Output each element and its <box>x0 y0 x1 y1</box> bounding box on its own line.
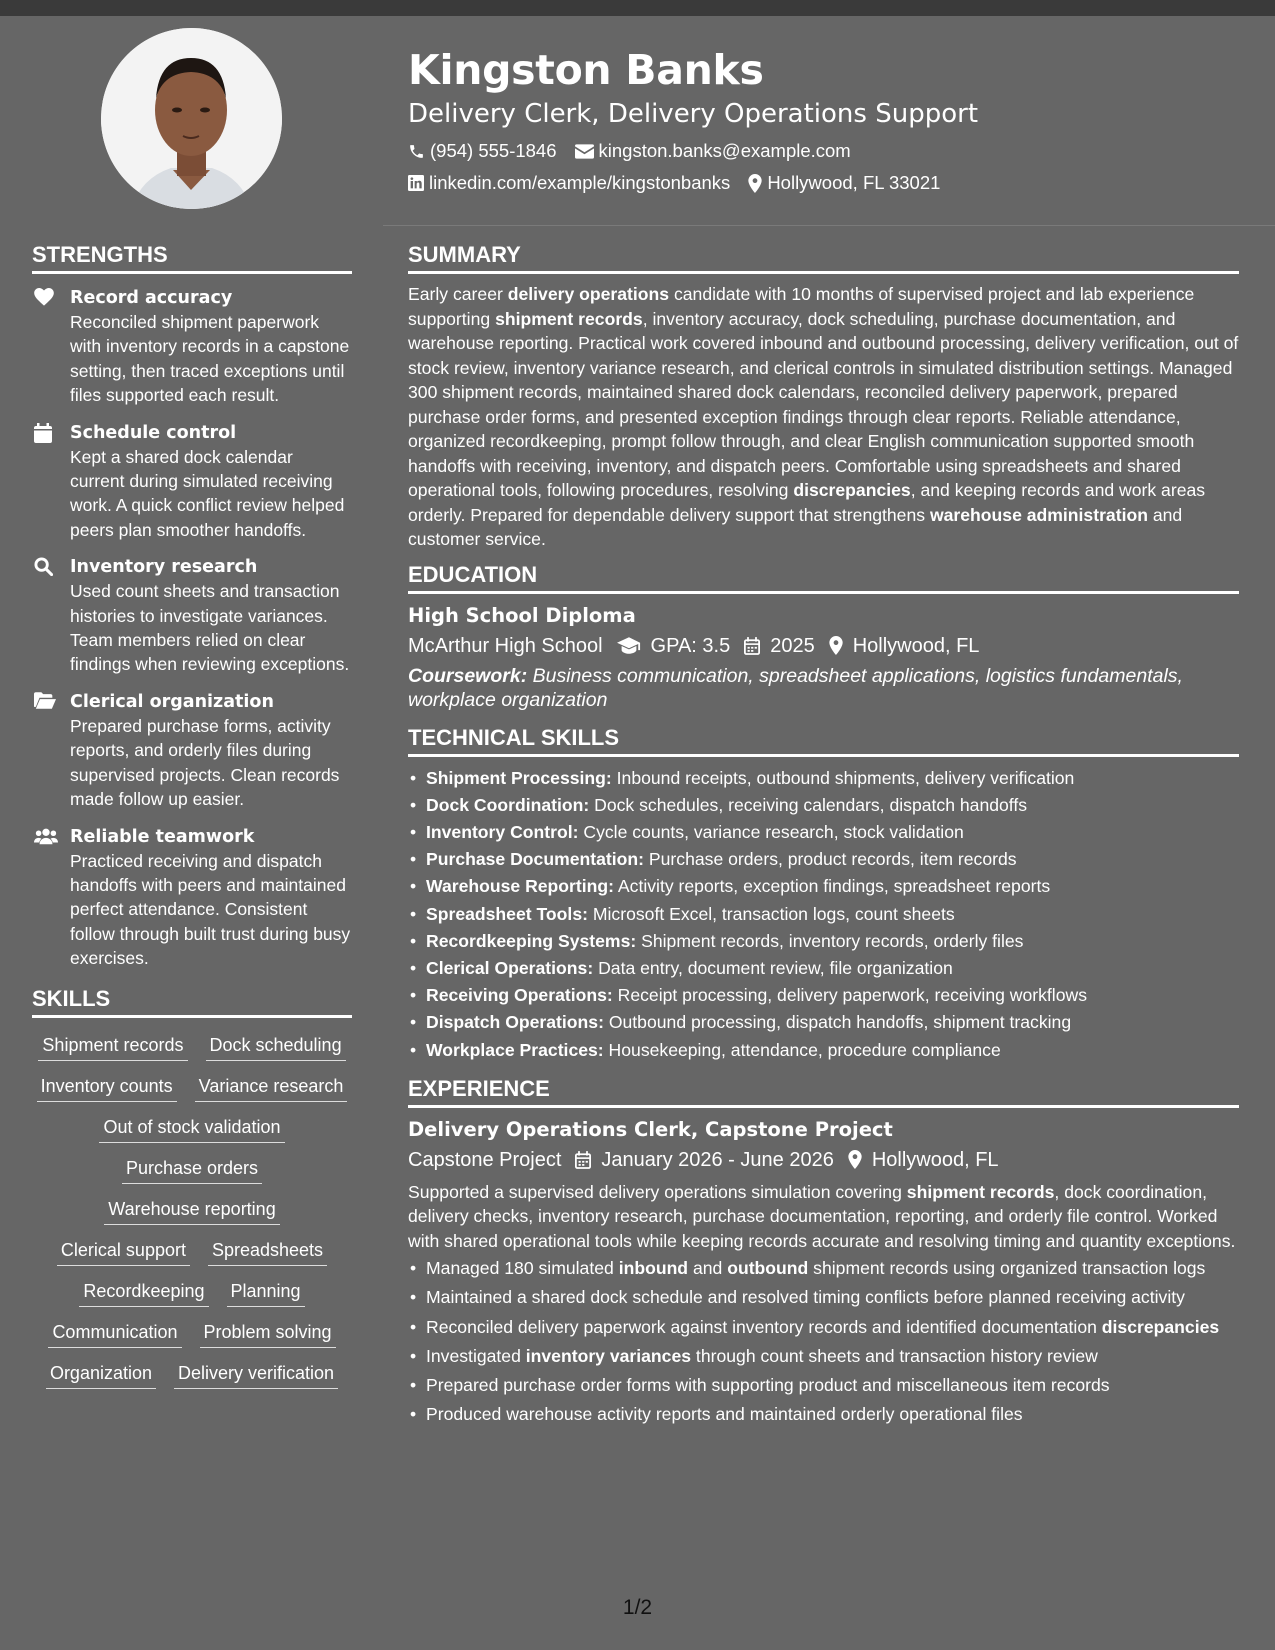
list-item: • Purchase Documentation: Purchase orders, product records, item records <box>408 846 1239 873</box>
skill-tag: Shipment records <box>38 1030 187 1061</box>
list-item: • Dispatch Operations: Outbound processing, dispatch handoffs, shipment tracking <box>408 1009 1239 1036</box>
summary-keyword: shipment records <box>495 308 643 329</box>
experience-heading: EXPERIENCE <box>408 1074 1239 1108</box>
heart-icon <box>34 288 54 306</box>
summary-segment: Early career <box>408 284 508 304</box>
phone-icon <box>408 143 425 160</box>
strength-item <box>32 286 352 408</box>
strength-name: Schedule control <box>70 422 237 443</box>
resume-header <box>408 44 1248 195</box>
technical-skills-list <box>408 765 1239 1064</box>
strength-item <box>32 421 352 543</box>
skill-tag: Purchase orders <box>122 1153 262 1184</box>
coursework-list: Business communication, spreadsheet applications, logistics fundamentals, workplace organization <box>408 664 1183 711</box>
list-item: • Receiving Operations: Receipt processing, delivery paperwork, receiving workflows <box>408 982 1239 1009</box>
coursework-label: Coursework: <box>408 664 528 687</box>
profile-photo <box>101 28 282 209</box>
calendar-icon <box>744 637 760 655</box>
right-column <box>408 240 1239 1430</box>
skill-tag: Communication <box>48 1317 181 1348</box>
strength-name: Clerical organization <box>70 691 274 712</box>
strength-name: Record accuracy <box>70 288 233 308</box>
strength-item <box>32 690 352 812</box>
users-icon <box>34 827 58 845</box>
skill-tag: Variance research <box>195 1071 348 1102</box>
school-name: McArthur High School <box>408 634 603 657</box>
candidate-name: Kingston Banks <box>408 46 764 94</box>
skill-tag: Delivery verification <box>174 1358 338 1389</box>
job-location: Hollywood, FL <box>871 1148 999 1171</box>
strength-desc: Used count sheets and transaction histories to investigate variances. Team members relied on clear findings when reviewing exceptions. <box>70 581 350 675</box>
strength-item <box>32 555 352 677</box>
skill-tag: Recordkeeping <box>79 1276 208 1307</box>
list-item: • Investigated inventory variances through count sheets and transaction history review <box>408 1343 1239 1370</box>
skill-tag: Clerical support <box>57 1235 190 1266</box>
strength-desc: Practiced receiving and dispatch handoffs with peers and maintained perfect attendance. Consistent follow through built trust during busy exercises. <box>70 850 351 969</box>
strengths-heading: STRENGTHS <box>32 240 352 274</box>
summary-keyword: discrepancies <box>793 480 911 500</box>
list-item: • Clerical Operations: Data entry, document review, file organization <box>408 955 1239 982</box>
envelope-icon <box>575 144 594 159</box>
summary-segment: , inventory accuracy, dock scheduling, purchase documentation, and warehouse reporting. Practical work covered inbound and outbound processing, delivery verification, out of stock review, inventory variance research, and clerical controls in simulated distribution settings. Managed 300 shipment records, maintained shared dock calendars, reconciled delivery paperwork, prepared purchase order forms, and presented exception findings through clear reports. Reliable attendance, organized recordkeeping, prompt follow through, and clear English communication supported smooth handoffs with receiving, inventory, and dispatch peers. Comfortable using spreadsheets and shared operational tools, following procedures, resolving <box>408 308 1239 500</box>
strength-desc: Reconciled shipment paperwork with inventory records in a capstone setting, then traced exceptions until files supported each result. <box>70 312 350 406</box>
contact-row-2 <box>408 171 1248 195</box>
education-heading: EDUCATION <box>408 560 1239 594</box>
education-meta <box>408 630 1239 662</box>
summary-segment: and customer service. <box>408 504 1183 549</box>
list-item: • Workplace Practices: Housekeeping, attendance, procedure compliance <box>408 1037 1239 1064</box>
strength-desc: Prepared purchase forms, activity reports, and orderly files during supervised projects. Clean records made follow up easier. <box>70 715 340 810</box>
technical-skills-heading: TECHNICAL SKILLS <box>408 723 1239 757</box>
header-divider <box>383 225 1275 226</box>
skill-tag: Out of stock validation <box>99 1112 284 1143</box>
contact-row-1 <box>408 139 1248 163</box>
page-number: 1/2 <box>622 1596 653 1619</box>
strength-item <box>32 825 352 971</box>
summary-segment: , and keeping records and work areas orderly. Prepared for dependable delivery support that strengthens <box>408 480 1206 525</box>
search-icon <box>34 557 53 576</box>
linkedin-icon <box>408 175 424 191</box>
job-description: Supported a supervised delivery operations simulation covering shipment records, dock coordination, delivery checks, inventory research, purchase documentation, reporting, and orderly file control. Worked with shared operational tools while keeping records accurate and resolving timing and quantity exceptions. <box>408 1181 1236 1251</box>
job-bullets <box>408 1255 1239 1428</box>
contact-linkedin[interactable] <box>408 171 730 195</box>
email-text: kingston.banks@example.com <box>598 140 851 161</box>
skill-tag: Dock scheduling <box>206 1030 346 1061</box>
job-org: Capstone Project <box>408 1148 562 1171</box>
skills-heading: SKILLS <box>32 984 352 1018</box>
coursework <box>408 664 1239 713</box>
skill-tag: Spreadsheets <box>208 1235 327 1266</box>
list-item: • Inventory Control: Cycle counts, variance research, stock validation <box>408 819 1239 846</box>
graduation-cap-icon <box>617 637 641 654</box>
calendar-icon <box>575 1151 591 1169</box>
strength-name: Reliable teamwork <box>70 826 255 847</box>
contact-location <box>748 171 940 195</box>
skill-tag: Inventory counts <box>37 1071 177 1102</box>
list-item: • Shipment Processing: Inbound receipts, outbound shipments, delivery verification <box>408 765 1239 792</box>
map-pin-icon <box>829 636 843 655</box>
list-item: • Managed 180 simulated inbound and outbound shipment records using organized transaction logs <box>408 1255 1239 1282</box>
linkedin-text: linkedin.com/example/kingstonbanks <box>429 172 731 193</box>
summary-keyword: warehouse administration <box>929 504 1148 525</box>
list-item: • Maintained a shared dock schedule and resolved timing conflicts before planned receiving activity <box>408 1284 1239 1311</box>
calendar-icon <box>34 423 52 443</box>
job-title: Delivery Operations Clerk, Capstone Project <box>408 1117 893 1141</box>
skills-list <box>32 1030 352 1389</box>
phone-text: (954) 555-1846 <box>430 140 557 161</box>
strength-desc: Kept a shared dock calendar current during simulated receiving work. A quick conflict review helped peers plan smoother handoffs. <box>70 446 345 540</box>
skill-tag: Problem solving <box>200 1317 336 1348</box>
skill-tag: Warehouse reporting <box>104 1194 279 1225</box>
folder-open-icon <box>34 692 56 709</box>
skill-tag: Organization <box>46 1358 156 1389</box>
skill-tag: Planning <box>227 1276 305 1307</box>
education-degree: High School Diploma <box>408 603 636 627</box>
list-item: • Prepared purchase order forms with supporting product and miscellaneous item records <box>408 1372 1239 1399</box>
list-item: • Warehouse Reporting: Activity reports, exception findings, spreadsheet reports <box>408 873 1239 900</box>
summary-keyword: delivery operations <box>507 284 670 304</box>
list-item: • Recordkeeping Systems: Shipment records, inventory records, orderly files <box>408 928 1239 955</box>
list-item: • Reconciled delivery paperwork against inventory records and identified documentation discrepancies <box>408 1314 1239 1341</box>
map-pin-icon <box>748 174 762 193</box>
top-bar <box>0 0 1275 16</box>
education-location: Hollywood, FL <box>852 634 980 657</box>
gpa-text: GPA: 3.5 <box>650 634 731 657</box>
candidate-title: Delivery Clerk, Delivery Operations Support <box>408 99 979 129</box>
summary-segment: candidate with 10 months of supervised project and lab experience supporting <box>408 284 1195 329</box>
summary-heading: SUMMARY <box>408 240 1239 274</box>
contact-email[interactable] <box>575 139 851 163</box>
strength-name: Inventory research <box>70 557 258 578</box>
map-pin-icon <box>848 1150 862 1169</box>
list-item: • Dock Coordination: Dock schedules, receiving calendars, dispatch handoffs <box>408 792 1239 819</box>
summary-text <box>408 282 1239 552</box>
location-text: Hollywood, FL 33021 <box>767 172 941 193</box>
list-item: • Spreadsheet Tools: Microsoft Excel, transaction logs, count sheets <box>408 901 1239 928</box>
job-meta <box>408 1144 1239 1176</box>
graduation-year: 2025 <box>770 634 815 657</box>
left-column <box>32 240 352 1389</box>
job-dates: January 2026 - June 2026 <box>601 1148 834 1171</box>
list-item: • Produced warehouse activity reports and maintained orderly operational files <box>408 1401 1239 1428</box>
contact-phone[interactable] <box>408 139 557 163</box>
